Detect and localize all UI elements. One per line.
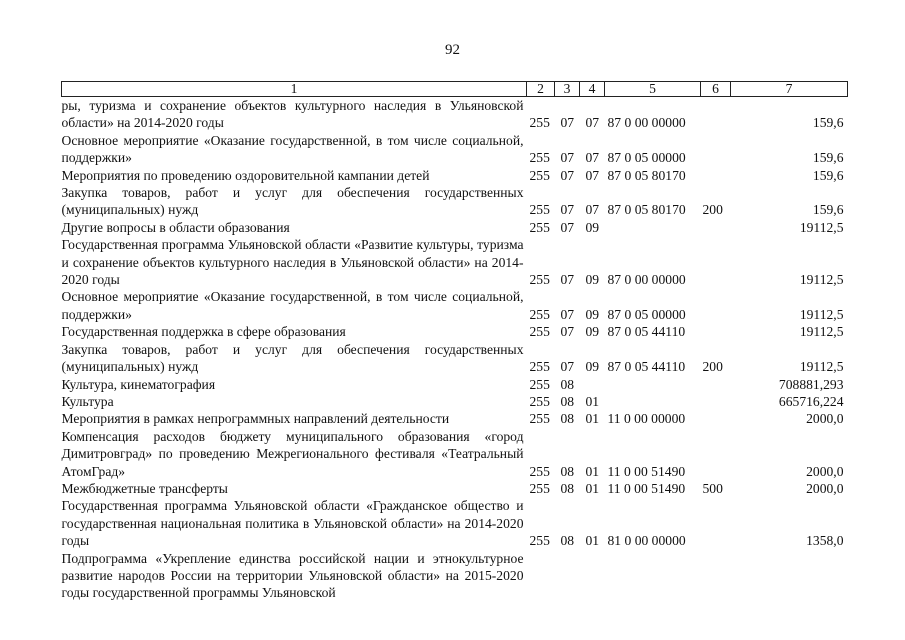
expense-type-cell: 200 <box>702 359 723 375</box>
amount-cell: 19112,5 <box>799 219 844 235</box>
item-name-cell: Мероприятия в рамках непрограммных направлений деятельности <box>61 411 450 427</box>
item-name-cell: Межбюджетные трансферты <box>61 480 228 496</box>
column-header: 6 <box>701 82 731 97</box>
table-row <box>62 323 848 340</box>
item-name-cell: Государственная программа Ульяновской области «Гражданское общество и государственная национальная политика в Ульяновской области» на 2014-2020 годы <box>61 498 524 549</box>
subsection-code-cell: 07 <box>585 202 600 218</box>
expense-type-cell <box>701 497 731 549</box>
expense-type-cell <box>701 219 731 236</box>
table-row <box>62 97 848 132</box>
ministry-code-cell: 255 <box>529 480 550 496</box>
item-name-cell: ры, туризма и сохранение объектов культурного наследия в Ульяновской области» на 2014-2020 годы <box>61 98 524 131</box>
target-article-cell: 11 0 00 51490 <box>607 463 686 479</box>
ministry-code-cell: 255 <box>529 150 550 166</box>
column-header: 7 <box>731 82 848 97</box>
target-article-cell: 87 0 05 44110 <box>607 324 686 340</box>
table-row <box>62 167 848 184</box>
expense-type-cell <box>701 550 731 602</box>
target-article-cell: 87 0 00 00000 <box>607 272 686 288</box>
item-name-cell: Компенсация расходов бюджету муниципального образования «город Димитровград» по проведению Межрегионального фестиваля «Театральный АтомГрад» <box>61 428 524 479</box>
amount-cell: 2000,0 <box>806 463 844 479</box>
ministry-code-cell: 255 <box>529 306 550 322</box>
ministry-code-cell: 255 <box>529 411 550 427</box>
ministry-code-cell: 255 <box>529 167 550 183</box>
section-code-cell: 07 <box>560 167 575 183</box>
ministry-code-cell: 255 <box>529 115 550 131</box>
subsection-code-cell: 07 <box>585 150 600 166</box>
table-row <box>62 184 848 219</box>
expense-type-cell: 500 <box>702 480 723 496</box>
section-code-cell: 07 <box>560 202 575 218</box>
column-header: 1 <box>62 82 527 97</box>
section-code-cell: 08 <box>560 393 575 409</box>
table-row <box>62 219 848 236</box>
subsection-code-cell: 09 <box>585 219 600 235</box>
section-code-cell: 08 <box>560 480 575 496</box>
section-code-cell: 07 <box>560 150 575 166</box>
item-name-cell: Государственная программа Ульяновской области «Развитие культуры, туризма и сохранение объектов культурного наследия в Ульяновской области» на 2014-2020 годы <box>61 237 524 288</box>
expense-type-cell <box>701 323 731 340</box>
target-article-cell <box>605 376 701 393</box>
section-code-cell: 07 <box>560 324 575 340</box>
page-number: 92 <box>445 42 460 58</box>
subsection-code-cell: 07 <box>585 115 600 131</box>
amount-cell: 159,6 <box>812 202 844 218</box>
section-code-cell: 07 <box>560 272 575 288</box>
expense-type-cell <box>701 376 731 393</box>
subsection-code-cell <box>580 550 605 602</box>
table-row <box>62 393 848 410</box>
table-row <box>62 480 848 497</box>
ministry-code-cell: 255 <box>529 202 550 218</box>
item-name-cell: Основное мероприятие «Оказание государственной, в том числе социальной, поддержки» <box>61 289 524 322</box>
item-name-cell: Подпрограмма «Укрепление единства российской нации и этнокультурное развитие народов России на территории Ульяновской области» на 2015-2020 годы государственной программы Ульяновской <box>61 550 524 601</box>
budget-table <box>61 81 848 602</box>
table-row <box>62 497 848 549</box>
amount-cell: 665716,224 <box>778 393 844 409</box>
column-header: 5 <box>605 82 701 97</box>
item-name-cell: Государственная поддержка в сфере образования <box>61 324 346 340</box>
amount-cell: 2000,0 <box>806 411 844 427</box>
ministry-code-cell: 255 <box>529 272 550 288</box>
section-code-cell: 07 <box>560 219 575 235</box>
expense-type-cell <box>701 236 731 288</box>
column-header: 3 <box>555 82 580 97</box>
expense-type-cell <box>701 288 731 323</box>
ministry-code-cell: 255 <box>529 359 550 375</box>
table-row <box>62 341 848 376</box>
target-article-cell: 87 0 05 00000 <box>607 150 686 166</box>
table-row <box>62 550 848 602</box>
item-name-cell: Мероприятия по проведению оздоровительной кампании детей <box>61 167 430 183</box>
expense-type-cell <box>701 132 731 167</box>
ministry-code-cell: 255 <box>529 463 550 479</box>
ministry-code-cell: 255 <box>529 324 550 340</box>
subsection-code-cell: 01 <box>585 393 600 409</box>
item-name-cell: Закупка товаров, работ и услуг для обеспечения государственных (муниципальных) нужд <box>61 185 524 218</box>
target-article-cell: 11 0 00 51490 <box>607 480 686 496</box>
item-name-cell: Основное мероприятие «Оказание государственной, в том числе социальной, поддержки» <box>61 132 524 166</box>
section-code-cell: 07 <box>560 306 575 322</box>
amount-cell: 19112,5 <box>799 272 844 288</box>
amount-cell: 1358,0 <box>806 533 844 549</box>
ministry-code-cell <box>527 550 555 602</box>
table-row <box>62 236 848 288</box>
item-name-cell: Культура <box>61 393 114 409</box>
amount-cell: 708881,293 <box>778 376 844 392</box>
subsection-code-cell: 01 <box>585 533 600 549</box>
amount-cell: 19112,5 <box>799 359 844 375</box>
table-row <box>62 428 848 480</box>
target-article-cell: 87 0 05 80170 <box>607 202 686 218</box>
subsection-code-cell: 09 <box>585 306 600 322</box>
table-row <box>62 288 848 323</box>
expense-type-cell <box>701 428 731 480</box>
target-article-cell: 87 0 05 80170 <box>607 167 686 183</box>
section-code-cell: 08 <box>560 533 575 549</box>
subsection-code-cell: 09 <box>585 359 600 375</box>
target-article-cell: 87 0 05 00000 <box>607 306 686 322</box>
amount-cell: 2000,0 <box>806 480 844 496</box>
section-code-cell: 07 <box>560 115 575 131</box>
section-code-cell: 08 <box>560 411 575 427</box>
item-name-cell: Культура, кинематография <box>61 376 216 392</box>
section-code-cell: 08 <box>560 376 575 392</box>
column-header: 4 <box>580 82 605 97</box>
table-row <box>62 132 848 167</box>
section-code-cell: 07 <box>560 359 575 375</box>
ministry-code-cell: 255 <box>529 376 550 392</box>
column-header: 2 <box>527 82 555 97</box>
target-article-cell <box>605 219 701 236</box>
target-article-cell <box>605 393 701 410</box>
item-name-cell: Закупка товаров, работ и услуг для обеспечения государственных (муниципальных) нужд <box>61 341 524 375</box>
target-article-cell <box>605 550 701 602</box>
table-row <box>62 376 848 393</box>
amount-cell: 19112,5 <box>799 324 844 340</box>
amount-cell <box>731 550 848 602</box>
expense-type-cell <box>701 410 731 427</box>
subsection-code-cell: 07 <box>585 167 600 183</box>
table-row <box>62 410 848 427</box>
table-header <box>62 82 848 97</box>
target-article-cell: 87 0 05 44110 <box>607 359 686 375</box>
expense-type-cell <box>701 167 731 184</box>
ministry-code-cell: 255 <box>529 533 550 549</box>
subsection-code-cell: 01 <box>585 480 600 496</box>
ministry-code-cell: 255 <box>529 219 550 235</box>
amount-cell: 159,6 <box>812 150 844 166</box>
amount-cell: 19112,5 <box>799 306 844 322</box>
section-code-cell <box>555 550 580 602</box>
target-article-cell: 81 0 00 00000 <box>607 533 686 549</box>
item-name-cell: Другие вопросы в области образования <box>61 219 290 235</box>
amount-cell: 159,6 <box>812 167 844 183</box>
expense-type-cell <box>701 97 731 132</box>
target-article-cell: 11 0 00 00000 <box>607 411 686 427</box>
expense-type-cell <box>701 393 731 410</box>
ministry-code-cell: 255 <box>529 393 550 409</box>
amount-cell: 159,6 <box>812 115 844 131</box>
expense-type-cell: 200 <box>702 202 723 218</box>
column-number-row <box>62 82 848 97</box>
target-article-cell: 87 0 00 00000 <box>607 115 686 131</box>
subsection-code-cell: 01 <box>585 463 600 479</box>
subsection-code-cell: 01 <box>585 411 600 427</box>
subsection-code-cell <box>580 376 605 393</box>
table-body <box>62 97 848 602</box>
section-code-cell: 08 <box>560 463 575 479</box>
subsection-code-cell: 09 <box>585 272 600 288</box>
subsection-code-cell: 09 <box>585 324 600 340</box>
